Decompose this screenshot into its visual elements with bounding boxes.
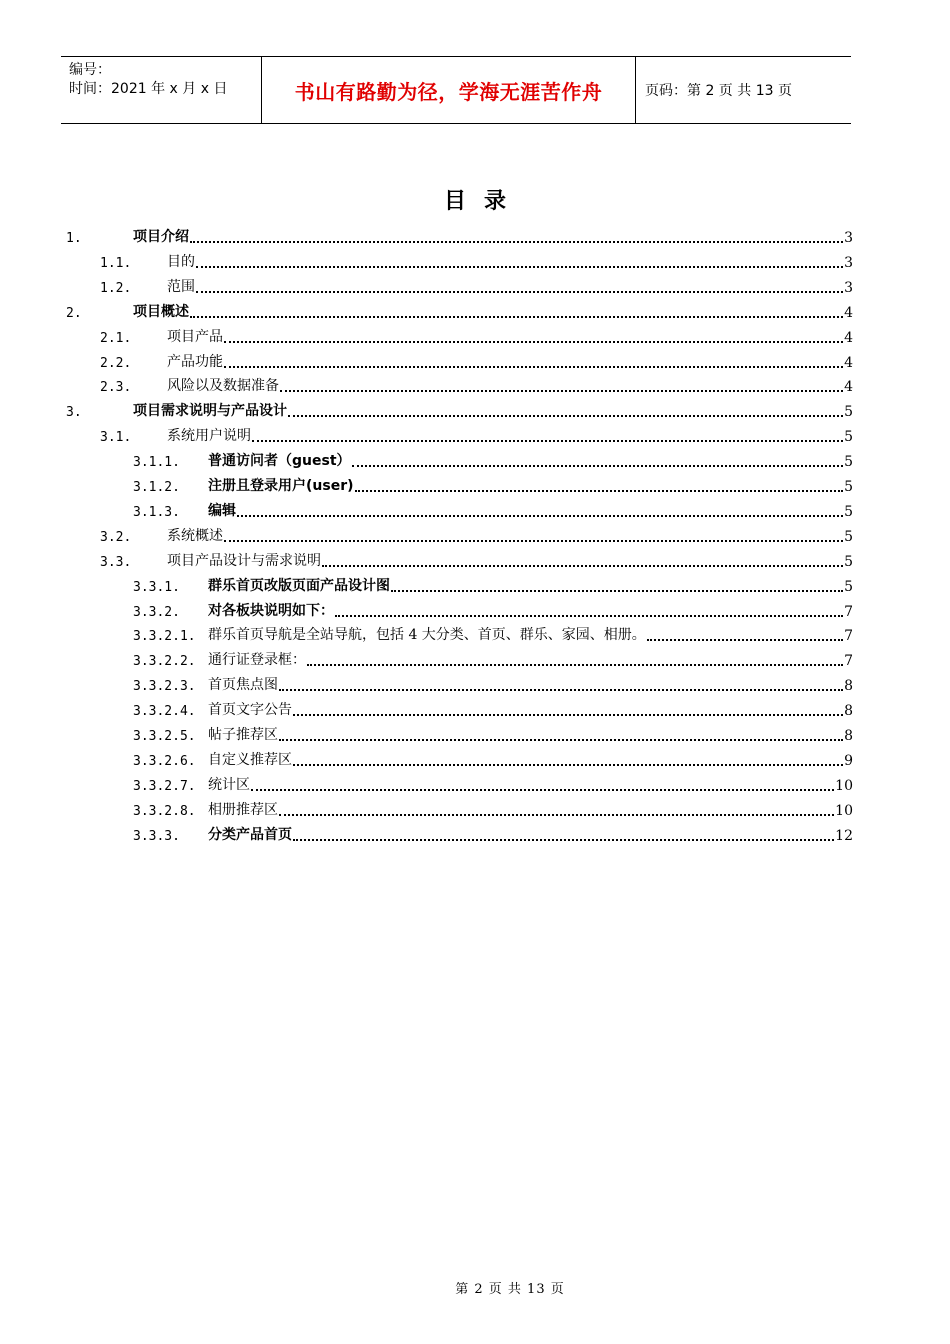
toc-entry-page: 5 — [844, 429, 853, 446]
toc-entry[interactable] — [133, 697, 853, 719]
toc-entry-page: 7 — [844, 653, 853, 670]
toc-entry-page: 5 — [844, 454, 853, 471]
toc-entry[interactable] — [100, 423, 853, 445]
toc-entry-title: 项目概述 — [133, 303, 189, 320]
toc-entry-number: 3.3.1. — [133, 579, 180, 595]
toc-entry-number: 2. — [66, 305, 82, 321]
toc-leader-dots — [391, 590, 843, 592]
toc-entry-number: 3.1.2. — [133, 480, 180, 495]
toc-leader-dots — [224, 540, 843, 542]
toc-entry-title: 帖子推荐区 — [208, 727, 278, 743]
toc-leader-dots — [322, 565, 843, 567]
toc-entry-page: 5 — [844, 528, 853, 545]
toc-entry-title: 统计区 — [208, 776, 250, 793]
toc-entry-title: 自定义推荐区 — [208, 751, 292, 768]
toc-entry-number: 2.1. — [100, 330, 132, 346]
toc-entry-title: 目的 — [167, 253, 195, 270]
toc-entry-page: 8 — [844, 678, 853, 695]
toc-leader-dots — [307, 664, 843, 666]
toc-leader-dots — [280, 390, 843, 392]
toc-entry[interactable] — [100, 249, 853, 271]
toc-entry-title: 产品功能 — [167, 353, 223, 370]
toc-entry-number: 1. — [66, 231, 82, 246]
toc-entry-number: 3.3.3. — [133, 828, 180, 844]
toc-entry-page: 5 — [844, 404, 853, 421]
toc-leader-dots — [196, 266, 843, 268]
toc-entry-page: 8 — [844, 703, 853, 720]
toc-entry-number: 3.3.2.1. — [133, 629, 196, 645]
toc-entry-number: 1.1. — [100, 255, 132, 271]
toc-entry-page: 3 — [844, 279, 853, 296]
toc-entry-page: 7 — [844, 628, 853, 645]
toc-entry[interactable] — [133, 672, 853, 694]
toc-entry-title: 编辑 — [208, 502, 236, 519]
toc-entry[interactable] — [133, 498, 853, 520]
toc-entry[interactable] — [100, 349, 853, 371]
toc-entry-number: 3.1.3. — [133, 504, 180, 520]
toc-entry-page: 4 — [844, 329, 853, 346]
toc-entry[interactable] — [133, 722, 853, 744]
toc-leader-dots — [647, 639, 843, 641]
toc-entry[interactable] — [133, 622, 853, 644]
toc-entry[interactable] — [133, 797, 853, 819]
header-page-info: 页码：第 2 页 共 13 页 — [645, 83, 792, 99]
toc-entry-title: 项目介绍 — [133, 229, 189, 245]
toc-entry[interactable] — [66, 299, 853, 321]
toc-entry-page: 4 — [844, 379, 853, 396]
toc-entry-number: 3.3.2.7. — [133, 778, 196, 794]
toc-entry[interactable] — [66, 398, 853, 420]
toc-entry-title: 相册推荐区 — [208, 801, 278, 818]
toc-entry-number: 3.3.2. — [133, 604, 180, 620]
toc-entry-number: 1.2. — [100, 280, 132, 296]
toc-leader-dots — [293, 714, 843, 716]
toc-leader-dots — [190, 241, 843, 243]
toc-leader-dots — [190, 316, 843, 318]
toc-entry-number: 3. — [66, 405, 82, 421]
toc-entry-title: 范围 — [167, 278, 195, 295]
toc-entry[interactable] — [100, 274, 853, 296]
toc-entry[interactable] — [100, 548, 853, 570]
toc-entry-page: 4 — [844, 304, 853, 321]
header-meta — [61, 57, 262, 123]
toc-entry-page: 7 — [844, 603, 853, 620]
toc-entry[interactable] — [100, 523, 853, 545]
toc-leader-dots — [279, 689, 843, 691]
toc-entry-page: 5 — [844, 503, 853, 520]
toc-entry[interactable] — [133, 822, 853, 844]
toc-entry-number: 3.3.2.6. — [133, 753, 196, 769]
time-label: 时间：2021 年 x 月 x 日 — [69, 81, 228, 97]
toc-entry[interactable] — [133, 598, 853, 620]
toc-leader-dots — [251, 789, 834, 791]
toc-entry-page: 5 — [844, 553, 853, 570]
toc-leader-dots — [293, 764, 843, 766]
toc-entry[interactable] — [133, 647, 853, 669]
toc-entry[interactable] — [100, 324, 853, 346]
toc-entry-number: 3.1.1. — [133, 455, 180, 471]
toc-leader-dots — [352, 465, 844, 467]
toc-leader-dots — [237, 515, 843, 517]
toc-leader-dots — [288, 415, 843, 417]
toc-entry-title: 普通访问者（guest） — [208, 453, 351, 470]
toc-entry-title: 分类产品首页 — [208, 826, 292, 843]
toc-entry[interactable] — [133, 573, 853, 595]
toc-leader-dots — [279, 739, 843, 741]
toc-entry-page: 3 — [844, 254, 853, 271]
toc-entry-number: 3.3.2.8. — [133, 803, 196, 819]
toc-leader-dots — [196, 291, 843, 293]
toc-leader-dots — [224, 341, 843, 343]
toc-entry[interactable] — [133, 473, 853, 495]
toc-entry-number: 3.3. — [100, 554, 132, 570]
toc-entry-page: 10 — [835, 802, 853, 819]
toc-entry-page: 5 — [844, 479, 853, 495]
toc-entry[interactable] — [100, 373, 853, 395]
toc-title: 目录 — [443, 189, 524, 214]
header-motto: 书山有路勤为径，学海无涯苦作舟 — [262, 57, 636, 123]
number-label: 编号： — [69, 62, 111, 78]
toc-entry-page: 9 — [844, 752, 853, 769]
toc-entry-title: 项目产品 — [167, 328, 223, 345]
toc-entry-title: 项目产品设计与需求说明 — [167, 552, 321, 569]
toc-entry-title: 系统用户说明 — [167, 428, 251, 445]
toc-entry-number: 3.1. — [100, 430, 132, 446]
toc-entry[interactable] — [66, 224, 853, 246]
toc-leader-dots — [355, 490, 844, 492]
toc-entry[interactable] — [133, 448, 853, 470]
toc-entry[interactable] — [133, 772, 853, 794]
toc-entry-number: 3.3.2.3. — [133, 679, 196, 695]
toc-entry-page: 10 — [835, 777, 853, 794]
toc-leader-dots — [293, 839, 834, 841]
toc-leader-dots — [335, 615, 843, 617]
toc-entry-title: 系统概述 — [167, 527, 223, 544]
toc-entry-page: 8 — [844, 728, 853, 744]
toc-entry-title: 项目需求说明与产品设计 — [133, 403, 287, 420]
toc-entry-title: 注册且登录用户(user) — [208, 478, 354, 494]
toc-entry-number: 2.2. — [100, 355, 132, 371]
toc-leader-dots — [279, 814, 834, 816]
toc-entry-page: 4 — [844, 354, 853, 371]
toc-entry-title: 群乐首页导航是全站导航，包括 4 大分类、首页、群乐、家园、相册。 — [208, 627, 646, 644]
page-header — [61, 56, 851, 124]
toc-entry-number: 2.3. — [100, 380, 132, 396]
toc-leader-dots — [252, 440, 843, 442]
toc-entry-title: 对各板块说明如下： — [208, 602, 334, 619]
toc-entry-title: 首页焦点图 — [208, 677, 278, 694]
toc-entry-title: 通行证登录框： — [208, 652, 306, 669]
toc-entry-number: 3.2. — [100, 529, 132, 545]
toc-entry-title: 风险以及数据准备 — [167, 378, 279, 395]
page-footer: 第 2 页 共 13 页 — [455, 1282, 565, 1297]
toc-entry-number: 3.3.2.4. — [133, 704, 196, 720]
toc-leader-dots — [224, 366, 843, 368]
toc-entry-page: 5 — [844, 578, 853, 595]
toc-entry-page: 12 — [835, 827, 853, 844]
toc-entry-title: 首页文字公告 — [208, 702, 292, 719]
toc-entry-number: 3.3.2.2. — [133, 654, 196, 670]
toc-entry[interactable] — [133, 747, 853, 769]
toc-entry-page: 3 — [844, 230, 853, 246]
toc-entry-title: 群乐首页改版页面产品设计图 — [208, 577, 390, 594]
toc-entry-number: 3.3.2.5. — [133, 729, 196, 744]
